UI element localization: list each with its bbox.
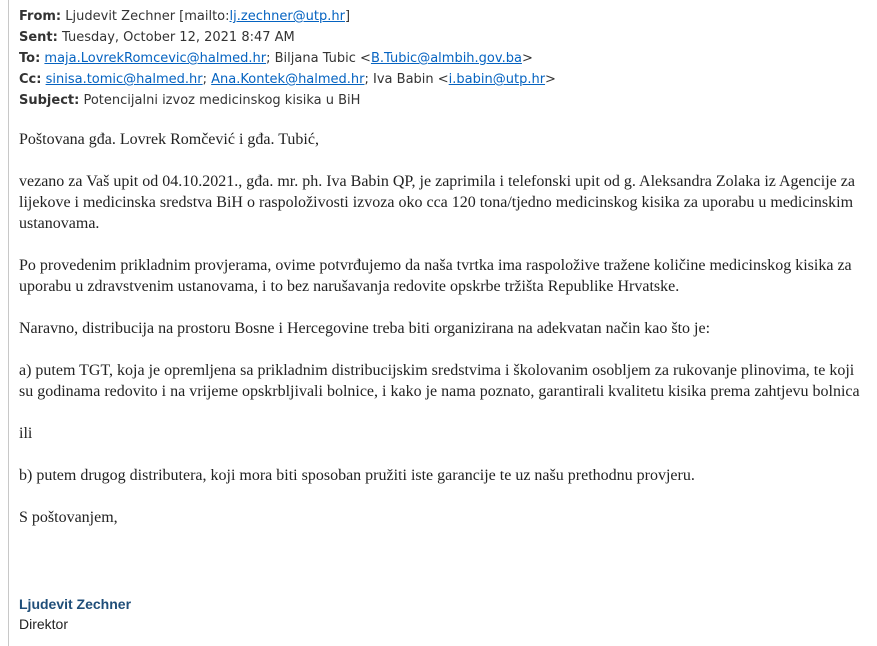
- sent-row: [19, 27, 556, 48]
- cc-email-link-2[interactable]: Ana.Kontek@halmed.hr: [211, 72, 365, 87]
- from-name: Ljudevit Zechner [mailto:: [65, 9, 230, 24]
- cc-label: Cc:: [19, 72, 42, 87]
- signature-name: Ljudevit Zechner: [19, 596, 132, 612]
- cc-close: >: [545, 72, 556, 87]
- paragraph-4: a) putem TGT, koja je opremljena sa prikladnim distribucijskim sredstvima i školovanim osobljem za rukovanje plinovima, te koji su godinama redovito i na vrijeme opskrbljivali bolnice, i kako je nama poznato, garantirali kvalitetu kisika prema zahtjevu bolnica: [19, 362, 860, 400]
- greeting: Poštovana gđa. Lovrek Romčević i gđa. Tubić,: [19, 131, 319, 148]
- signature: [19, 594, 131, 634]
- paragraph-2: Po provedenim prikladnim provjerama, ovime potvrđujemo da naša tvrtka ima raspoložive tražene količine medicinskog kisika za uporabu u zdravstvenim ustanovama, i to bez narušavanja redovite opskrbe tržišta Republike Hrvatske.: [19, 257, 852, 295]
- email-header: [19, 6, 556, 111]
- cc-email-link-1[interactable]: sinisa.tomic@halmed.hr: [45, 72, 203, 87]
- to-separator: ; Biljana Tubic <: [266, 51, 371, 66]
- to-close: >: [521, 51, 533, 66]
- paragraph-5: ili: [19, 425, 33, 442]
- subject-row: [19, 90, 556, 111]
- email-body: [19, 129, 869, 549]
- from-email-link[interactable]: lj.zechner@utp.hr: [229, 9, 345, 24]
- cc-email-link-3[interactable]: i.babin@utp.hr: [448, 72, 546, 87]
- paragraph-1: vezano za Vaš upit od 04.10.2021., gđa. mr. ph. Iva Babin QP, je zaprimila i telefonski upit od g. Aleksandra Zolaka iz Agencije za lijekove i medicinska sredstva BiH o raspoloživosti izvoza oko cca 120 tona/tjedno medicinskog kisika za uporabu u medicinskim ustanovama.: [19, 173, 855, 232]
- sent-value: Tuesday, October 12, 2021 8:47 AM: [62, 30, 295, 45]
- from-row: [19, 6, 556, 27]
- cc-row: [19, 69, 556, 90]
- to-row: [19, 48, 556, 69]
- cc-separator-1: ;: [202, 72, 212, 87]
- closing: S poštovanjem,: [19, 509, 118, 526]
- from-close: ]: [344, 9, 351, 24]
- to-label: To:: [19, 51, 41, 66]
- paragraph-6: b) putem drugog distributera, koji mora biti sposoban pružiti iste garancije te uz našu prethodnu provjeru.: [19, 467, 695, 484]
- to-email-link-1[interactable]: maja.LovrekRomcevic@halmed.hr: [44, 51, 267, 66]
- signature-title: Direktor: [19, 616, 69, 632]
- to-email-link-2[interactable]: B.Tubic@almbih.gov.ba: [370, 51, 522, 66]
- subject-label: Subject:: [19, 93, 80, 108]
- subject-value: Potencijalni izvoz medicinskog kisika u BiH: [83, 93, 361, 108]
- cc-separator-2: ; Iva Babin <: [364, 72, 449, 87]
- paragraph-3: Naravno, distribucija na prostoru Bosne i Hercegovine treba biti organizirana na adekvatan način kao što je:: [19, 320, 711, 337]
- from-label: From:: [19, 9, 62, 24]
- sent-label: Sent:: [19, 30, 58, 45]
